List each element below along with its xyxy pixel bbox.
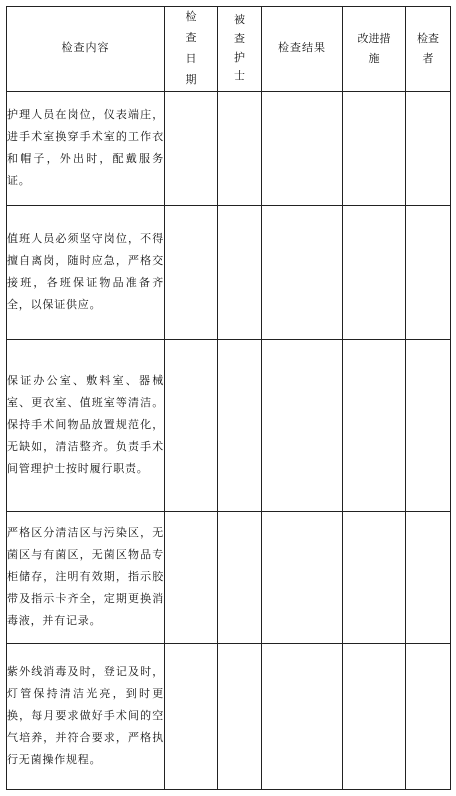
header-row	[7, 7, 451, 92]
row-content: 严格区分清洁区与污染区，无菌区与有菌区，无菌区物品专柜储存，注明有效期，指示胶带及指示卡齐全，定期更换消毒液，并有记录。	[7, 511, 165, 643]
table-row	[7, 91, 451, 205]
check-date-cell	[165, 91, 218, 205]
header-checker	[406, 7, 451, 92]
check-result-cell	[262, 205, 343, 339]
check-date-cell	[165, 205, 218, 339]
inspected-nurse-cell	[218, 91, 262, 205]
check-result-cell	[262, 91, 343, 205]
row-content: 值班人员必须坚守岗位，不得擅自离岗，随时应急，严格交接班，各班保证物品准备齐全，以保证供应。	[7, 205, 165, 339]
row-content: 紫外线消毒及时，登记及时，灯管保持清洁光亮，到时更换，每月要求做好手术间的空气培养，并符合要求，严格执行无菌操作规程。	[7, 643, 165, 789]
header-check-date-line2: 日 期	[185, 51, 205, 86]
inspected-nurse-cell	[218, 511, 262, 643]
header-measure-line2: 施	[368, 51, 380, 65]
improvement-measures-cell	[343, 339, 406, 511]
inspected-nurse-cell	[218, 643, 262, 789]
header-improvement-measures	[343, 7, 406, 92]
table-row	[7, 339, 451, 511]
header-check-content: 检查内容	[7, 7, 165, 92]
improvement-measures-cell	[343, 91, 406, 205]
checker-cell	[406, 511, 451, 643]
row-content: 保证办公室、敷料室、器械室、更衣室、值班室等清洁。保持手术间物品放置规范化，无缺如，清洁整齐。负责手术间管理护士按时履行职责。	[7, 339, 165, 511]
header-check-date	[165, 7, 218, 92]
check-date-cell	[165, 339, 218, 511]
checker-cell	[406, 91, 451, 205]
header-check-result: 检查结果	[262, 7, 343, 92]
checker-cell	[406, 643, 451, 789]
header-nurse-line2: 查	[234, 32, 245, 46]
check-result-cell	[262, 511, 343, 643]
inspected-nurse-cell	[218, 339, 262, 511]
row-content: 护理人员在岗位，仪表端庄，进手术室换穿手术室的工作衣和帽子，外出时，配戴服务证。	[7, 91, 165, 205]
inspection-table	[6, 6, 451, 790]
inspected-nurse-cell	[218, 205, 262, 339]
table-row	[7, 511, 451, 643]
checker-cell	[406, 205, 451, 339]
improvement-measures-cell	[343, 511, 406, 643]
checker-cell	[406, 339, 451, 511]
improvement-measures-cell	[343, 205, 406, 339]
header-nurse-line3: 护	[234, 50, 245, 64]
check-result-cell	[262, 643, 343, 789]
check-result-cell	[262, 339, 343, 511]
header-measure-line1: 改进措	[357, 31, 391, 45]
table-row	[7, 205, 451, 339]
check-date-cell	[165, 511, 218, 643]
header-checker-line1: 检查	[417, 31, 439, 45]
header-nurse-line1: 被	[234, 13, 245, 27]
improvement-measures-cell	[343, 643, 406, 789]
check-date-cell	[165, 643, 218, 789]
header-check-date-line1: 检 查	[185, 10, 205, 44]
header-checker-line2: 者	[422, 51, 434, 65]
header-nurse-line4: 士	[234, 69, 245, 83]
header-inspected-nurse	[218, 7, 262, 92]
table-row	[7, 643, 451, 789]
